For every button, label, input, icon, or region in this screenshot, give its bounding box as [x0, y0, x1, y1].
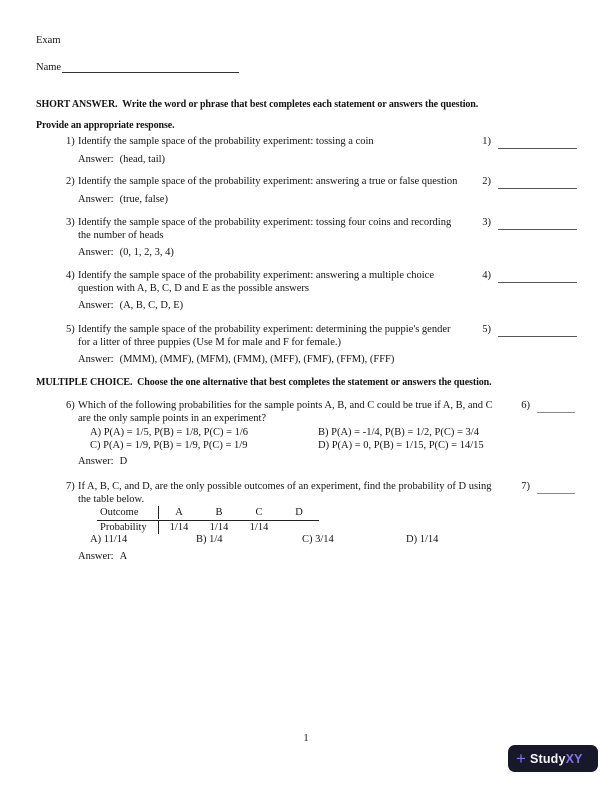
answer-label: Answer: [78, 193, 114, 205]
question-text-line2: are the only sample points in an experiment? [78, 412, 267, 424]
question-number: 1) [66, 136, 75, 147]
option-d: D) 1/14 [406, 534, 439, 545]
question-4 [66, 270, 612, 312]
blank-number: 3) [482, 217, 491, 228]
answer-blank [482, 217, 577, 230]
option-a: A) 11/14 [90, 534, 128, 545]
question-text: Identify the sample space of the probability experiment: answering a true or false question [78, 176, 458, 187]
table-value-a: 1/14 [169, 522, 189, 533]
question-3 [66, 217, 612, 259]
answer-value: D [119, 456, 128, 467]
option-c: C) 3/14 [302, 534, 334, 545]
blank-number: 7) [521, 481, 530, 492]
question-text-line1: Identify the sample space of the probability experiment: determining the puppie's gender [78, 324, 451, 335]
question-6 [66, 400, 612, 468]
short-answer-instruction: Provide an appropriate response. [36, 120, 175, 131]
answer-label: Answer: [78, 153, 114, 165]
multiple-choice-heading: MULTIPLE CHOICE. Choose the one alternative that best completes the statement or answers the question. [36, 377, 492, 388]
question-text-line1: Identify the sample space of the probability experiment: answering a multiple choice [78, 270, 435, 281]
answer-value: (0, 1, 2, 3, 4) [119, 247, 174, 258]
question-body [78, 217, 488, 259]
exam-title: Exam [36, 35, 61, 46]
answer-label: Answer: [78, 456, 114, 467]
answer-blank [482, 136, 577, 149]
question-number: 6) [66, 400, 75, 411]
blank-number: 1) [482, 136, 491, 147]
name-blank-line [62, 60, 239, 73]
question-body [78, 481, 518, 563]
option-a: A) P(A) = 1/5, P(B) = 1/8, P(C) = 1/6 [90, 427, 249, 438]
question-text-line2: question with A, B, C, D and E as the possible answers [78, 282, 309, 294]
answer-label: Answer: [78, 300, 114, 311]
table-header-b: B [215, 507, 223, 518]
table-value-c: 1/14 [249, 522, 269, 533]
question-text-line1: If A, B, C, and D, are the only possible outcomes of an experiment, find the probability of D using [78, 481, 492, 492]
blank-line [537, 400, 575, 413]
question-1 [66, 136, 612, 166]
answer-line [78, 194, 488, 206]
blank-line [498, 176, 577, 189]
page-number: 1 [303, 733, 309, 744]
question-5 [66, 324, 612, 366]
blank-number: 5) [482, 324, 491, 335]
question-number: 5) [66, 324, 75, 335]
question-number: 4) [66, 270, 75, 281]
answer-blank [482, 270, 577, 283]
name-row [36, 60, 239, 73]
table-label-probability: Probability [97, 521, 159, 534]
answer-value: (MMM), (MMF), (MFM), (FMM), (MFF), (FMF), (FFM), (FFF) [119, 354, 395, 365]
answer-label: Answer: [78, 550, 114, 562]
answer-value: (head, tail) [119, 153, 166, 165]
answer-blank [482, 176, 577, 189]
probability-table [97, 506, 319, 534]
question-text-line2: the table below. [78, 493, 145, 505]
blank-line [498, 270, 577, 283]
answer-blank [521, 400, 575, 413]
option-d: D) P(A) = 0, P(B) = 1/15, P(C) = 14/15 [318, 439, 484, 451]
option-b: B) P(A) = -1/4, P(B) = 1/2, P(C) = 3/4 [318, 427, 479, 438]
answer-blank [482, 324, 577, 337]
logo-text-xy: XY [565, 751, 583, 766]
answer-line [78, 300, 488, 312]
question-body [78, 176, 488, 206]
blank-line [537, 481, 575, 494]
blank-line [498, 136, 577, 149]
logo-text-study: Study [529, 751, 566, 766]
question-body [78, 136, 488, 166]
table-header-outcome: Outcome [97, 506, 159, 519]
question-body [78, 270, 488, 312]
question-2 [66, 176, 612, 206]
blank-number: 6) [521, 400, 530, 411]
blank-number: 4) [482, 270, 491, 281]
answer-line [78, 247, 488, 259]
table-value-row [97, 521, 319, 534]
question-text-line1: Which of the following probabilities for the sample points A, B, and C could be true if A, B, and C [78, 400, 493, 411]
option-c: C) P(A) = 1/9, P(B) = 1/9, P(C) = 1/9 [90, 439, 248, 451]
table-value-d [279, 521, 319, 534]
question-7 [66, 481, 612, 563]
question-body [78, 324, 488, 366]
blank-line [498, 324, 577, 337]
table-header-a: A [175, 507, 183, 518]
question-number: 7) [66, 481, 75, 492]
plus-icon: + [516, 749, 526, 768]
answer-line [78, 551, 518, 563]
name-label: Name [36, 62, 62, 73]
answer-line [78, 354, 488, 366]
answer-line [78, 154, 488, 166]
answer-blank [521, 481, 575, 494]
question-number: 3) [66, 217, 75, 228]
table-header-d: D [295, 507, 303, 518]
question-text-line2: the number of heads [78, 229, 164, 241]
blank-line [498, 217, 577, 230]
option-b: B) 1/4 [196, 534, 223, 545]
answer-label: Answer: [78, 247, 114, 258]
table-value-b: 1/14 [209, 522, 229, 533]
question-text: Identify the sample space of the probability experiment: tossing a coin [78, 136, 374, 147]
question-text-line1: Identify the sample space of the probability experiment: tossing four coins and recording [78, 217, 452, 228]
short-answer-heading: SHORT ANSWER. Write the word or phrase that best completes each statement or answers the question. [36, 99, 479, 110]
question-text-line2: for a litter of three puppies (Use M for male and F for female.) [78, 336, 341, 348]
options-grid [90, 427, 498, 452]
answer-value: A [119, 550, 128, 562]
question-body [78, 400, 498, 468]
blank-number: 2) [482, 176, 491, 187]
answer-label: Answer: [78, 354, 114, 365]
answer-value: (A, B, C, D, E) [119, 300, 184, 311]
table-header-row [97, 506, 319, 521]
question-number: 2) [66, 176, 75, 187]
studyxy-logo-badge [508, 745, 598, 772]
table-header-c: C [255, 507, 263, 518]
answer-line [78, 456, 498, 468]
options-grid [90, 534, 518, 547]
answer-value: (true, false) [119, 193, 168, 205]
